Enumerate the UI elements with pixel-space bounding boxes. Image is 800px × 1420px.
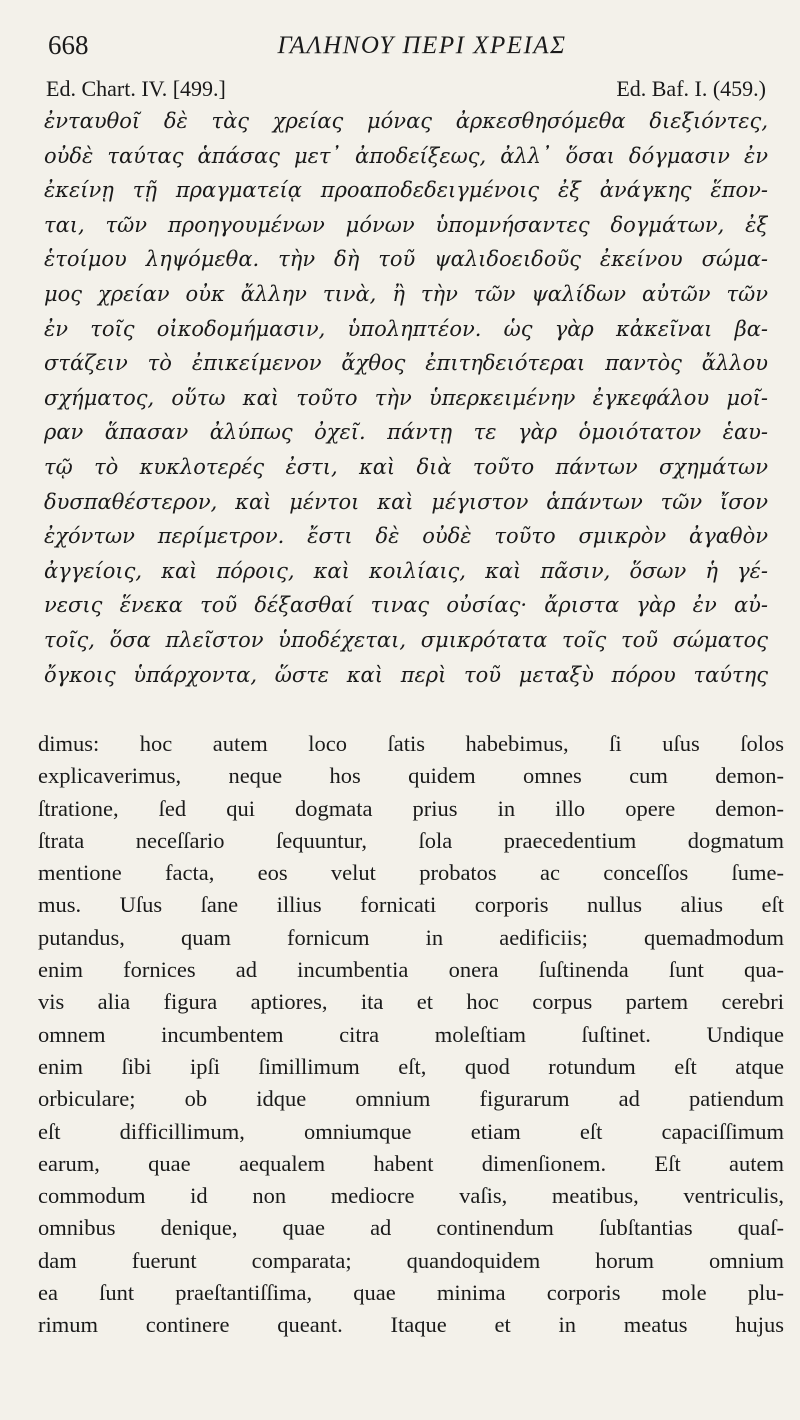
latin-line: explicaverimus, neque hos quidem omnes cum demon- <box>38 763 784 789</box>
latin-line: dam fuerunt comparata; quandoquidem horum omnium <box>38 1247 784 1273</box>
greek-line: ται, τῶν προηγουμένων μόνων ὑπομνήσαντες δογμάτων, ἐξ <box>44 212 768 237</box>
latin-line: ſtrata neceſſario ſequuntur, ſola praecedentium dogmatum <box>38 827 784 853</box>
latin-line: enim fornices ad incumbentia onera ſuſtinenda ſunt qua- <box>38 957 784 983</box>
greek-line: ὄγκοις ὑπάρχοντα, ὥστε καὶ περὶ τοῦ μεταξὺ πόρου ταύτης <box>44 662 768 687</box>
greek-line: ἐνταυθοῖ δὲ τὰς χρείας μόνας ἀρκεσθησόμεθα διεξιόντες, <box>44 109 768 133</box>
edition-references <box>46 76 766 106</box>
latin-line: mentione facta, eos velut probatos ac conceſſos ſume- <box>38 860 784 886</box>
greek-line: δυσπαθέστερον, καὶ μέντοι καὶ μέγιστον ἁπάντων τῶν ἴσον <box>44 489 768 514</box>
latin-line: orbiculare; ob idque omnium figurarum ad patiendum <box>38 1086 784 1112</box>
latin-line: earum, quae aequalem habent dimenſionem. Eſt autem <box>38 1150 784 1176</box>
greek-line: ραν ἅπασαν ἀλύπως ὀχεῖ. πάντῃ τε γὰρ ὁμοιότατον ἑαυ- <box>44 420 768 445</box>
greek-line: ἑτοίμου ληψόμεθα. τὴν δὴ τοῦ ψαλιδοειδοῦς ἐκείνου σώμα- <box>44 247 768 272</box>
greek-line: τοῖς, ὅσα πλεῖστον ὑποδέχεται, σμικρότατα τοῖς τοῦ σώματος <box>44 627 768 652</box>
latin-line: putandus, quam fornicum in aedificiis; quemadmodum <box>38 924 784 950</box>
greek-line: νεσις ἕνεκα τοῦ δέξασθαί τινας οὐσίας· ἄριστα γὰρ ἐν αὐ- <box>44 593 768 618</box>
latin-line: mus. Uſus ſane illius fornicati corporis nullus alius eſt <box>38 892 784 918</box>
latin-line: commodum id non mediocre vaſis, meatibus, ventriculis, <box>38 1183 784 1209</box>
greek-line: ἐν τοῖς οἰκοδομήμασιν, ὑποληπτέον. ὡς γὰρ κἀκεῖναι βα- <box>44 316 768 341</box>
latin-text-block <box>38 728 784 1342</box>
greek-line: οὐδὲ ταύτας ἁπάσας μετ᾽ ἀποδείξεως, ἀλλ᾽ ὅσαι δόγμασιν ἐν <box>44 143 768 168</box>
running-title: ΓΑΛΗΝΟΥ ΠΕΡΙ ΧΡΕΙΑΣ <box>277 32 567 59</box>
edition-reference-basel: Ed. Baf. I. (459.) <box>616 76 766 101</box>
latin-line: ſtratione, ſed qui dogmata prius in illo opere demon- <box>38 795 784 821</box>
running-head <box>36 30 764 62</box>
latin-line: vis alia figura aptiores, ita et hoc corpus partem cerebri <box>38 989 784 1015</box>
greek-line: ἀγγείοις, καὶ πόροις, καὶ κοιλίαις, καὶ πᾶσιν, ὅσων ἡ γέ- <box>44 558 768 583</box>
greek-line: μος χρείαν οὐκ ἄλλην τινὰ, ἢ τὴν τῶν ψαλίδων αὐτῶν τῶν <box>44 281 768 306</box>
latin-line: enim ſibi ipſi ſimillimum eſt, quod rotundum eſt atque <box>38 1053 784 1079</box>
latin-line: eſt difficillimum, omniumque etiam eſt capaciſſimum <box>38 1118 784 1144</box>
greek-line: τῷ τὸ κυκλοτερές ἐστι, καὶ διὰ τοῦτο πάντων σχημάτων <box>44 454 768 479</box>
greek-line: ἐχόντων περίμετρον. ἔστι δὲ οὐδὲ τοῦτο σμικρὸν ἀγαθὸν <box>44 524 768 549</box>
latin-line: rimum continere queant. Itaque et in meatus hujus <box>38 1312 784 1338</box>
latin-line: dimus: hoc autem loco ſatis habebimus, ſi uſus ſolos <box>38 731 784 756</box>
greek-line: στάζειν τὸ ἐπικείμενον ἄχθος ἐπιτηδειότεραι παντὸς ἄλλου <box>44 351 768 376</box>
greek-line: σχήματος, οὕτω καὶ τοῦτο τὴν ὑπερκειμένην ἐγκεφάλου μοῖ- <box>44 385 768 410</box>
latin-line: omnibus denique, quae ad continendum ſubſtantias quaſ- <box>38 1215 784 1241</box>
page-number: 668 <box>48 30 89 60</box>
latin-line: ea ſunt praeſtantiſſima, quae minima corporis mole plu- <box>38 1280 784 1306</box>
greek-text-block <box>44 104 768 692</box>
edition-reference-chart: Ed. Chart. IV. [499.] <box>46 76 226 101</box>
greek-line: ἐκείνῃ τῇ πραγματείᾳ προαποδεδειγμένοις ἐξ ἀνάγκης ἕπον- <box>44 178 768 203</box>
latin-line: omnem incumbentem citra moleſtiam ſuſtinet. Undique <box>38 1021 784 1047</box>
